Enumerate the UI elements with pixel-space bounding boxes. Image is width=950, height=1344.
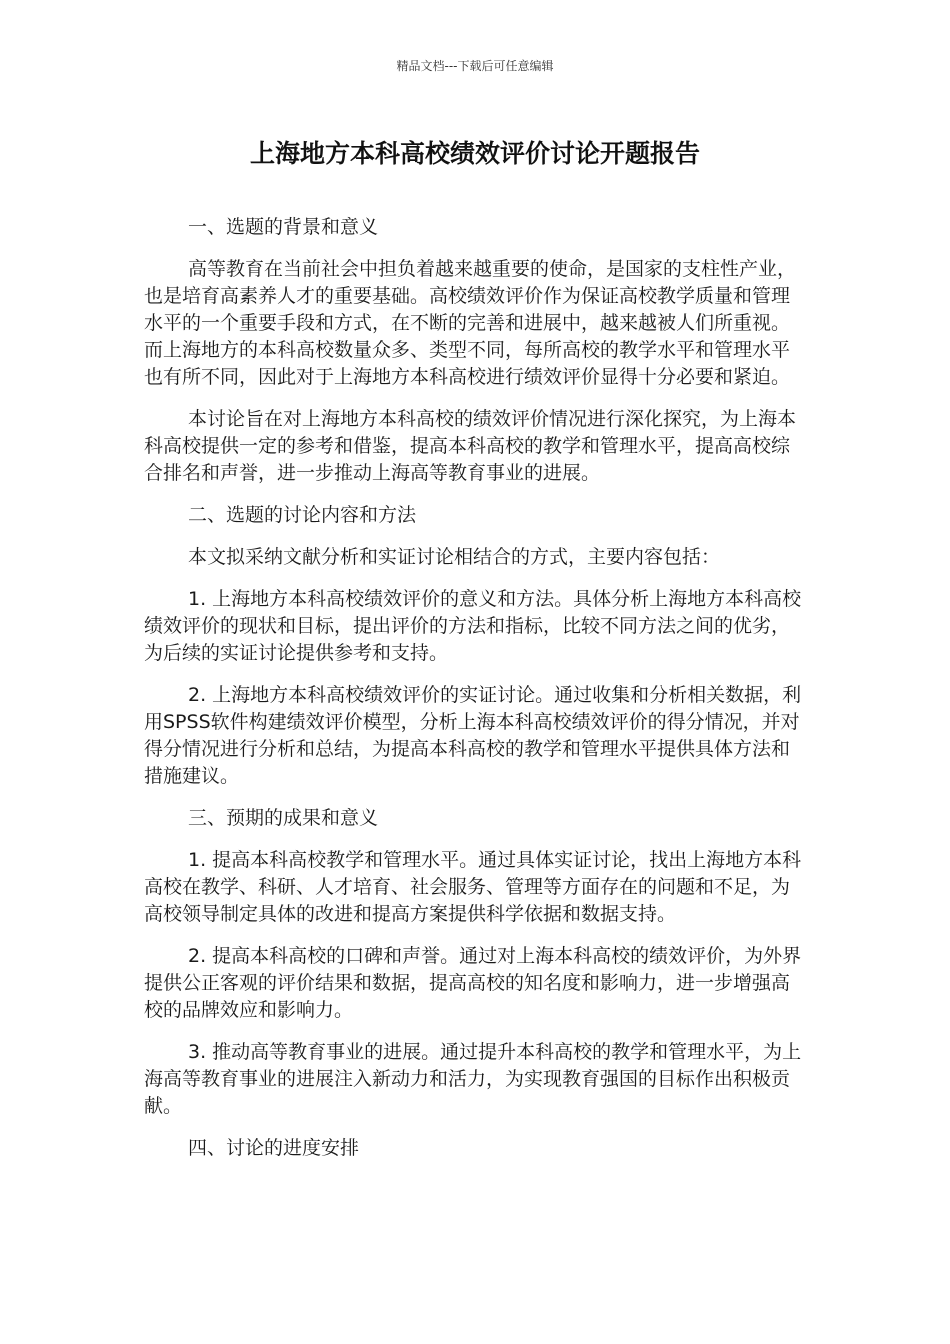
document-body bbox=[144, 214, 808, 1177]
paragraph: 2. 上海地方本科高校绩效评价的实证讨论。通过收集和分析相关数据，利用SPSS软件构建绩效评价模型，分析上海本科高校绩效评价的得分情况，并对得分情况进行分析和总结，为提高本科高校的教学和管理水平提供具体方法和措施建议。 bbox=[144, 684, 802, 787]
section-heading-content-method: 二、选题的讨论内容和方法 bbox=[188, 504, 417, 526]
paragraph: 1. 上海地方本科高校绩效评价的意义和方法。具体分析上海地方本科高校绩效评价的现状和目标，提出评价的方法和指标，比较不同方法之间的优劣，为后续的实证讨论提供参考和支持。 bbox=[144, 588, 802, 664]
paragraph: 本文拟采纳文献分析和实证讨论相结合的方式，主要内容包括： bbox=[188, 546, 721, 568]
section-heading-background: 一、选题的背景和意义 bbox=[188, 216, 379, 238]
section-heading-expected-results: 三、预期的成果和意义 bbox=[188, 807, 379, 829]
section-heading-schedule: 四、讨论的进度安排 bbox=[188, 1137, 360, 1159]
paragraph: 2. 提高本科高校的口碑和声誉。通过对上海本科高校的绩效评价，为外界提供公正客观的评价结果和数据，提高高校的知名度和影响力，进一步增强高校的品牌效应和影响力。 bbox=[144, 945, 802, 1021]
document-title: 上海地方本科高校绩效评价讨论开题报告 bbox=[249, 139, 700, 168]
header-watermark: 精品文档---下载后可任意编辑 bbox=[396, 59, 554, 73]
paragraph: 3. 推动高等教育事业的进展。通过提升本科高校的教学和管理水平，为上海高等教育事业的进展注入新动力和活力，为实现教育强国的目标作出积极贡献。 bbox=[144, 1041, 802, 1117]
paragraph: 本讨论旨在对上海地方本科高校的绩效评价情况进行深化探究，为上海本科高校提供一定的参考和借鉴，提高本科高校的教学和管理水平，提高高校综合排名和声誉，进一步推动上海高等教育事业的进展。 bbox=[144, 408, 797, 484]
paragraph: 高等教育在当前社会中担负着越来越重要的使命，是国家的支柱性产业，也是培育高素养人才的重要基础。高校绩效评价作为保证高校教学质量和管理水平的一个重要手段和方式，在不断的完善和进展中，越来越被人们所重视。而上海地方的本科高校数量众多、类型不同，每所高校的教学水平和管理水平也有所不同，因此对于上海地方本科高校进行绩效评价显得十分必要和紧迫。 bbox=[144, 258, 797, 388]
paragraph: 1. 提高本科高校教学和管理水平。通过具体实证讨论，找出上海地方本科高校在教学、科研、人才培育、社会服务、管理等方面存在的问题和不足，为高校领导制定具体的改进和提高方案提供科学依据和数据支持。 bbox=[144, 849, 802, 925]
